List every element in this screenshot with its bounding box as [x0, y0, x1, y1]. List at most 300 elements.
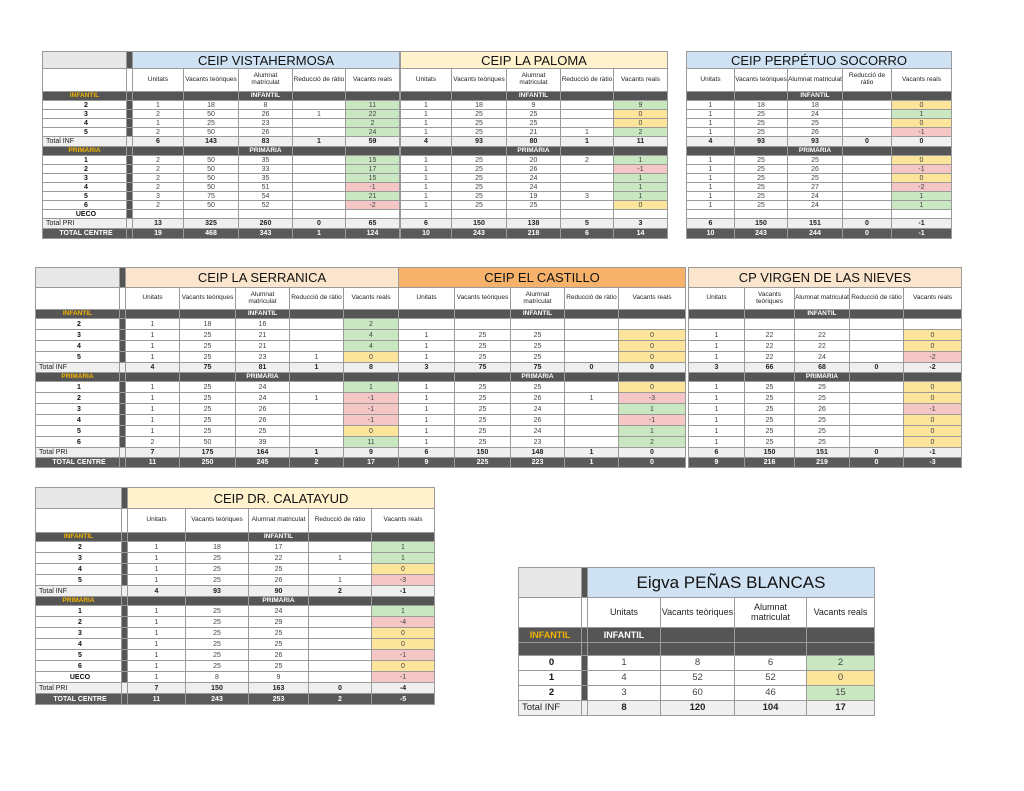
data-cell — [293, 174, 346, 183]
data-cell: 26 — [511, 415, 565, 426]
table-row — [43, 165, 400, 174]
table-row — [36, 352, 399, 363]
total-inf-cell: 4 — [687, 137, 735, 147]
data-cell: 25 — [788, 156, 843, 165]
data-cell — [290, 437, 344, 448]
table-row — [36, 617, 435, 628]
hdr-row — [43, 69, 400, 92]
data-cell — [843, 192, 892, 201]
tot-row — [519, 701, 875, 716]
vacants-reals-cell — [619, 319, 686, 330]
data-cell: 25 — [735, 128, 788, 137]
data-cell — [850, 330, 904, 341]
vacants-reals-cell: 1 — [892, 110, 952, 119]
data-cell: 1 — [687, 110, 735, 119]
vacants-reals-cell: 1 — [372, 606, 435, 617]
column-header: Reducció de ràtio — [309, 509, 372, 533]
data-cell: 1 — [401, 119, 452, 128]
data-cell — [565, 330, 619, 341]
total-pri-cell: 9 — [344, 448, 399, 458]
sect-row — [43, 147, 400, 156]
vacants-reals-cell: 0 — [614, 201, 668, 210]
data-cell: 25 — [180, 330, 236, 341]
table-row — [43, 119, 400, 128]
total-inf-cell: 81 — [236, 363, 290, 373]
data-cell: 25 — [511, 352, 565, 363]
sect-row — [519, 628, 875, 643]
total-inf-cell: 0 — [619, 363, 686, 373]
grand-row — [399, 458, 686, 468]
data-cell: 1 — [399, 426, 455, 437]
data-cell: 25 — [455, 393, 511, 404]
data-cell: 1 — [133, 101, 184, 110]
row-label: 3 — [36, 404, 120, 415]
section-empty — [309, 597, 372, 606]
section-empty — [745, 310, 795, 319]
column-header: Reducció de ràtio — [293, 69, 346, 92]
sect-row — [401, 147, 668, 156]
column-header: Vacants reals — [344, 288, 399, 310]
data-cell: 26 — [795, 404, 850, 415]
section-empty — [309, 533, 372, 542]
data-cell: 25 — [795, 437, 850, 448]
data-cell: 24 — [788, 192, 843, 201]
total-pri-cell: 151 — [795, 448, 850, 458]
data-cell — [843, 110, 892, 119]
row-label: 4 — [36, 415, 120, 426]
data-cell — [843, 201, 892, 210]
total-pri-cell: 150 — [735, 219, 788, 229]
section-label-infantil: INFANTIL — [36, 533, 122, 542]
data-cell: 52 — [735, 671, 807, 686]
table-row — [689, 352, 962, 363]
column-header: Unitats — [401, 69, 452, 92]
data-cell: 25 — [180, 382, 236, 393]
total-pri-cell: 7 — [126, 448, 180, 458]
tot-row — [689, 363, 962, 373]
vacants-reals-cell: 9 — [614, 101, 668, 110]
table-row — [401, 201, 668, 210]
section-title-primaria: PRIMÀRIA — [795, 373, 850, 382]
data-cell: 2 — [133, 183, 184, 192]
data-cell: 1 — [401, 201, 452, 210]
sect-row — [36, 373, 399, 382]
vacants-reals-cell: 1 — [614, 183, 668, 192]
total-centre-cell: 6 — [561, 229, 614, 239]
data-cell: 50 — [184, 174, 239, 183]
table-row — [36, 628, 435, 639]
data-cell — [850, 393, 904, 404]
data-cell — [565, 426, 619, 437]
row-label: UECO — [36, 672, 122, 683]
data-cell: 26 — [507, 165, 561, 174]
data-cell: 25 — [745, 404, 795, 415]
vacants-reals-cell: 0 — [904, 393, 962, 404]
data-cell: 35 — [239, 174, 293, 183]
hdr-row — [401, 69, 668, 92]
data-cell: 1 — [689, 330, 745, 341]
vacants-reals-cell: 15 — [346, 156, 400, 165]
sect-row — [687, 147, 952, 156]
data-cell: 21 — [236, 330, 290, 341]
data-cell: 1 — [687, 183, 735, 192]
data-cell: 25 — [452, 128, 507, 137]
data-cell: 25 — [795, 415, 850, 426]
data-cell: 26 — [249, 575, 309, 586]
column-header: Vacants reals — [892, 69, 952, 92]
sect-row — [399, 373, 686, 382]
section-empty — [892, 147, 952, 156]
total-inf-cell: 3 — [399, 363, 455, 373]
data-cell — [293, 192, 346, 201]
table-row — [36, 404, 399, 415]
table-row — [401, 119, 668, 128]
data-cell — [561, 119, 614, 128]
table-row — [43, 128, 400, 137]
table-row — [399, 415, 686, 426]
data-cell — [455, 319, 511, 330]
table-row — [399, 404, 686, 415]
total-centre-cell: 9 — [689, 458, 745, 468]
total-pri-cell: 0 — [309, 683, 372, 694]
school-title: CEIP EL CASTILLO — [399, 268, 686, 288]
vacants-reals-cell: -1 — [344, 393, 399, 404]
data-cell: 22 — [795, 341, 850, 352]
data-cell: 25 — [186, 553, 249, 564]
vacants-reals-cell: -1 — [372, 672, 435, 683]
school-title: CEIP PERPÉTUO SOCORRO — [687, 52, 952, 69]
data-cell: 22 — [249, 553, 309, 564]
data-cell — [561, 165, 614, 174]
data-cell: 1 — [128, 639, 186, 650]
data-cell: 1 — [561, 128, 614, 137]
total-inf-label: Total INF — [36, 586, 122, 597]
vacants-reals-cell: 2 — [619, 437, 686, 448]
row-label: 2 — [36, 393, 120, 404]
grand-row — [689, 458, 962, 468]
data-cell: 1 — [689, 341, 745, 352]
section-title-primaria: PRIMÀRIA — [236, 373, 290, 382]
total-inf-cell: 120 — [661, 701, 735, 716]
total-centre-cell: 343 — [239, 229, 293, 239]
table-row — [687, 128, 952, 137]
hdr-row — [687, 69, 952, 92]
total-inf-cell: 8 — [588, 701, 661, 716]
total-pri-cell: 0 — [843, 219, 892, 229]
table-row — [689, 341, 962, 352]
data-cell: 1 — [128, 672, 186, 683]
table-row — [401, 192, 668, 201]
total-inf-cell: 75 — [455, 363, 511, 373]
data-cell: 1 — [401, 165, 452, 174]
table-row — [36, 606, 435, 617]
total-pri-cell: 6 — [401, 219, 452, 229]
vacants-reals-cell: 0 — [619, 330, 686, 341]
section-label-primaria: PRIMÀRIA — [36, 373, 120, 382]
data-cell — [850, 382, 904, 393]
corner-cell — [36, 288, 120, 310]
data-cell: 25 — [452, 165, 507, 174]
column-header: Unitats — [133, 69, 184, 92]
total-pri-cell: 148 — [511, 448, 565, 458]
data-cell — [565, 437, 619, 448]
data-cell — [850, 426, 904, 437]
data-cell: 25 — [455, 352, 511, 363]
data-cell — [293, 119, 346, 128]
total-pri-cell: 150 — [745, 448, 795, 458]
data-cell: 6 — [735, 656, 807, 671]
data-cell: 24 — [511, 404, 565, 415]
row-label: 3 — [36, 628, 122, 639]
data-cell — [795, 319, 850, 330]
data-cell: 1 — [128, 553, 186, 564]
data-cell — [565, 415, 619, 426]
section-label-primaria: PRIMÀRIA — [43, 147, 127, 156]
data-cell: 1 — [687, 192, 735, 201]
data-cell — [689, 319, 745, 330]
data-cell: 25 — [452, 156, 507, 165]
data-cell — [561, 110, 614, 119]
tot-row — [399, 363, 686, 373]
data-cell — [561, 101, 614, 110]
data-cell: 3 — [133, 192, 184, 201]
data-cell: 18 — [184, 101, 239, 110]
data-cell — [309, 672, 372, 683]
data-cell: 25 — [745, 393, 795, 404]
data-cell: 20 — [507, 156, 561, 165]
data-cell: 23 — [236, 352, 290, 363]
data-cell: 1 — [399, 352, 455, 363]
data-cell — [309, 606, 372, 617]
total-inf-cell: 1 — [561, 137, 614, 147]
vacants-reals-cell: 0 — [372, 661, 435, 672]
total-inf-cell: 2 — [309, 586, 372, 597]
vacants-reals-cell: 11 — [344, 437, 399, 448]
data-cell: 25 — [745, 415, 795, 426]
data-cell — [843, 156, 892, 165]
total-pri-cell: 164 — [236, 448, 290, 458]
data-cell: 25 — [452, 192, 507, 201]
data-cell: 3 — [561, 192, 614, 201]
data-cell: 25 — [455, 404, 511, 415]
data-cell: 26 — [511, 393, 565, 404]
data-cell: 35 — [239, 156, 293, 165]
data-cell: 24 — [788, 110, 843, 119]
data-cell: 27 — [788, 183, 843, 192]
total-pri-cell: 138 — [507, 219, 561, 229]
total-inf-cell: 0 — [892, 137, 952, 147]
data-cell: 25 — [186, 639, 249, 650]
vacants-reals-cell — [892, 210, 952, 219]
section-label-infantil: INFANTIL — [519, 628, 582, 643]
total-inf-cell: 143 — [184, 137, 239, 147]
table-row — [689, 404, 962, 415]
table-row — [43, 174, 400, 183]
data-cell: 25 — [735, 110, 788, 119]
tot-row — [399, 448, 686, 458]
total-centre-label: TOTAL CENTRE — [36, 458, 120, 468]
table-row — [36, 415, 399, 426]
section-title-infantil: INFANTIL — [588, 628, 661, 643]
data-cell: 25 — [186, 661, 249, 672]
tot-row — [687, 137, 952, 147]
data-cell — [565, 352, 619, 363]
corner-cell — [36, 509, 122, 533]
column-header: Unitats — [128, 509, 186, 533]
section-empty — [452, 147, 507, 156]
section-title-infantil: INFANTIL — [239, 92, 293, 101]
section-empty — [372, 533, 435, 542]
table-row — [689, 319, 962, 330]
table-row — [689, 330, 962, 341]
total-pri-label: Total PRI — [36, 683, 122, 694]
spacer-cell — [588, 643, 661, 656]
column-header: Vacants teòriques — [180, 288, 236, 310]
ttl-row — [689, 268, 962, 288]
total-centre-cell: 14 — [614, 229, 668, 239]
data-cell: 25 — [788, 119, 843, 128]
data-cell: 18 — [788, 101, 843, 110]
data-cell — [561, 210, 614, 219]
row-label: 6 — [36, 661, 122, 672]
total-pri-cell: 7 — [128, 683, 186, 694]
data-cell: 1 — [687, 156, 735, 165]
total-centre-cell: -3 — [904, 458, 962, 468]
data-cell: 24 — [507, 183, 561, 192]
table-row — [43, 192, 400, 201]
data-cell: 25 — [735, 192, 788, 201]
data-cell: 1 — [687, 128, 735, 137]
total-centre-cell: 250 — [180, 458, 236, 468]
column-header: Reducció de ràtio — [561, 69, 614, 92]
row-label: 5 — [36, 426, 120, 437]
vacants-reals-cell: 0 — [904, 415, 962, 426]
data-cell — [788, 210, 843, 219]
total-centre-cell: 218 — [507, 229, 561, 239]
section-empty — [180, 310, 236, 319]
vacants-reals-cell: -1 — [346, 183, 400, 192]
section-empty — [745, 373, 795, 382]
total-pri-cell: 260 — [239, 219, 293, 229]
row-label: 5 — [36, 352, 120, 363]
section-title-infantil: INFANTIL — [507, 92, 561, 101]
data-cell — [687, 210, 735, 219]
data-cell: 1 — [687, 119, 735, 128]
table-row — [43, 201, 400, 210]
data-cell: 25 — [452, 201, 507, 210]
table-row — [43, 183, 400, 192]
data-cell: 50 — [184, 128, 239, 137]
data-cell: 25 — [180, 415, 236, 426]
ttl-row — [519, 568, 875, 598]
total-inf-cell: 1 — [290, 363, 344, 373]
data-cell — [843, 128, 892, 137]
data-cell: 25 — [455, 341, 511, 352]
row-label: 0 — [519, 656, 582, 671]
vacants-reals-cell: 1 — [614, 156, 668, 165]
table-row — [399, 437, 686, 448]
data-cell: 25 — [180, 352, 236, 363]
data-cell: 50 — [184, 165, 239, 174]
total-pri-cell: 5 — [561, 219, 614, 229]
table-row — [689, 382, 962, 393]
sect-row — [43, 92, 400, 101]
section-empty — [293, 147, 346, 156]
data-cell: 1 — [401, 174, 452, 183]
data-cell: 25 — [180, 341, 236, 352]
data-cell: 1 — [399, 341, 455, 352]
section-empty — [346, 147, 400, 156]
vacants-reals-cell: -1 — [619, 415, 686, 426]
total-inf-cell: 93 — [452, 137, 507, 147]
section-empty — [561, 92, 614, 101]
data-cell: 1 — [401, 101, 452, 110]
vacants-reals-cell: 0 — [614, 119, 668, 128]
total-inf-cell: 0 — [850, 363, 904, 373]
total-centre-cell: -1 — [892, 229, 952, 239]
data-cell: 1 — [290, 352, 344, 363]
total-inf-cell: 66 — [745, 363, 795, 373]
total-pri-cell: 1 — [290, 448, 344, 458]
data-cell: 24 — [511, 426, 565, 437]
school-table-vistahermosa — [42, 51, 400, 239]
data-cell — [290, 330, 344, 341]
corner-cell — [36, 488, 122, 509]
data-cell — [290, 404, 344, 415]
section-empty — [689, 310, 745, 319]
column-header: Alumnat matriculat — [735, 598, 807, 628]
total-centre-cell: 225 — [455, 458, 511, 468]
data-cell: 24 — [236, 382, 290, 393]
section-title-primaria: PRIMÀRIA — [507, 147, 561, 156]
table-row — [43, 110, 400, 119]
total-centre-cell: 19 — [133, 229, 184, 239]
data-cell: 1 — [126, 330, 180, 341]
table-row — [401, 210, 668, 219]
data-cell: 19 — [507, 192, 561, 201]
data-cell: 1 — [128, 650, 186, 661]
total-centre-cell: 243 — [452, 229, 507, 239]
data-cell: 1 — [399, 393, 455, 404]
table-row — [687, 156, 952, 165]
table-row — [36, 382, 399, 393]
section-empty — [186, 597, 249, 606]
total-inf-cell: -2 — [904, 363, 962, 373]
total-inf-label: Total INF — [36, 363, 120, 373]
data-cell: 26 — [788, 165, 843, 174]
data-cell: 1 — [128, 617, 186, 628]
section-empty — [735, 147, 788, 156]
section-empty — [180, 373, 236, 382]
vacants-reals-cell: 2 — [344, 319, 399, 330]
vacants-reals-cell: 0 — [619, 352, 686, 363]
total-inf-cell: 11 — [614, 137, 668, 147]
table-row — [689, 437, 962, 448]
total-centre-cell: 253 — [249, 694, 309, 705]
column-header: Vacants teòriques — [455, 288, 511, 310]
hdr-row — [689, 288, 962, 310]
data-cell: 25 — [236, 426, 290, 437]
data-cell: 1 — [401, 128, 452, 137]
data-cell: 1 — [126, 415, 180, 426]
total-inf-cell: 0 — [843, 137, 892, 147]
data-cell: 2 — [133, 156, 184, 165]
sect-row — [687, 92, 952, 101]
total-centre-cell: 219 — [795, 458, 850, 468]
vacants-reals-cell: 1 — [892, 192, 952, 201]
total-centre-cell: 468 — [184, 229, 239, 239]
data-cell — [401, 210, 452, 219]
